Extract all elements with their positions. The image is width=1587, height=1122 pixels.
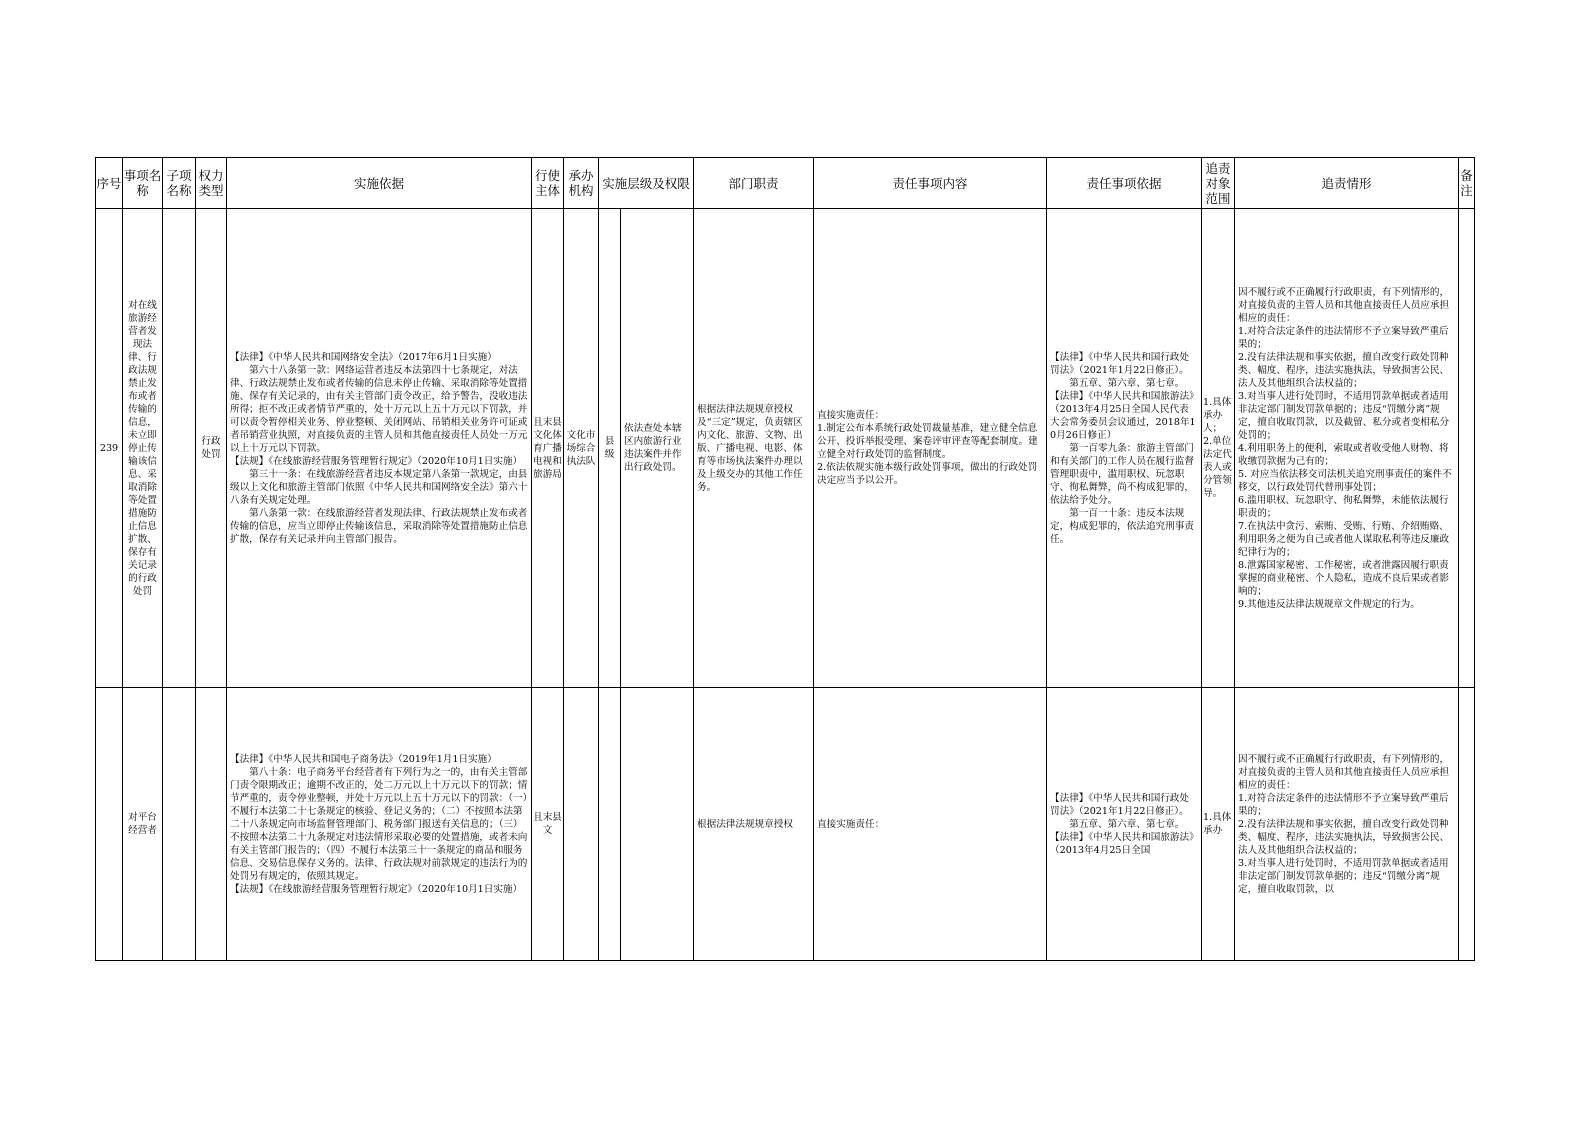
header-item-name: 事项名称 bbox=[123, 158, 163, 209]
header-resp-content: 责任事项内容 bbox=[814, 158, 1047, 209]
cell-authority bbox=[621, 688, 694, 961]
header-agency: 承办机构 bbox=[564, 158, 599, 209]
header-situation: 追责情形 bbox=[1235, 158, 1459, 209]
cell-scope: 1.具体承办 bbox=[1202, 688, 1235, 961]
cell-resp-content: 直接实施责任： 1.制定公布本系统行政处罚裁量基准，建立健全信息公开、投诉举报受理、案卷评审评查等配套制度。建立健全对行政处罚的监督制度。 2.依法依规实施本级行政处罚事项，做出的行政处罚决定应当予以公开。 bbox=[814, 209, 1047, 688]
cell-resp-basis: 【法律】《中华人民共和国行政处罚法》（2021年1月22日修正）。 第五章、第六章、第七章。 【法律】《中华人民共和国旅游法》（2013年4月25日全国人民代表大会常务委员会议通过，2018年10月26日修正） 第一百零九条：旅游主管部门和有关部门的工作人员在履行监督管理职责中，滥用职权、玩忽职守、徇私舞弊，尚不构成犯罪的，依法给予处分。 第一百一十条：违反本法规定，构成犯罪的，依法追究刑事责任。 bbox=[1047, 209, 1202, 688]
cell-scope: 1.具体承办人； 2.单位法定代表人或分管领导。 bbox=[1202, 209, 1235, 688]
cell-level bbox=[599, 688, 621, 961]
cell-note bbox=[1459, 688, 1475, 961]
cell-situation: 因不履行或不正确履行行政职责，有下列情形的，对直接负责的主管人员和其他直接责任人员应承担相应的责任： 1.对符合法定条件的违法情形不予立案导致严重后果的； 2.没有法律法规和事实依据，擅自改变行政处罚种类、幅度、程序，违法实施执法，导致损害公民、法人及其他组织合法权益的； 3.对当事人进行处罚时，不适用罚款单据或者适用非法定部门制发罚款单据的；违反“罚缴分离”规定，擅自收取罚款，以 bbox=[1235, 688, 1459, 961]
cell-basis: 【法律】《中华人民共和国电子商务法》（2019年1月1日实施） 第八十条：电子商务平台经营者有下列行为之一的，由有关主管部门责令限期改正；逾期不改正的，处二万元以上十万元以下的罚款；情节严重的，责令停业整顿，并处十万元以上五十万元以下的罚款：（一）不履行本法第二十七条规定的核验、登记义务的；（二）不按照本法第二十八条规定向市场监督管理部门、税务部门报送有关信息的；（三）不按照本法第二十九条规定对违法情形采取必要的处置措施，或者未向有关主管部门报告的；（四）不履行本法第三十一条规定的商品和服务信息、交易信息保存义务的。法律、行政法规对前款规定的违法行为的处罚另有规定的，依照其规定。 【法规】《在线旅游经营服务管理暂行规定》（2020年10月1日实施） bbox=[227, 688, 532, 961]
cell-duty: 根据法律法规规章授权及“三定”规定，负责辖区内文化、旅游、文物、出版、广播电视、电影、体育等市场执法案件办理以及上级交办的其他工作任务。 bbox=[694, 209, 814, 688]
cell-power-type: 行政处罚 bbox=[196, 209, 227, 688]
cell-subject: 且末县文化体育广播电视和旅游局 bbox=[532, 209, 564, 688]
cell-authority: 依法查处本辖区内旅游行业违法案件并作出行政处罚。 bbox=[621, 209, 694, 688]
header-power-type: 权力类型 bbox=[196, 158, 227, 209]
header-duty: 部门职责 bbox=[694, 158, 814, 209]
header-basis: 实施依据 bbox=[227, 158, 532, 209]
header-note: 备注 bbox=[1459, 158, 1475, 209]
cell-basis: 【法律】《中华人民共和国网络安全法》（2017年6月1日实施） 第六十八条第一款：网络运营者违反本法第四十七条规定，对法律、行政法规禁止发布或者传输的信息未停止传输、采取消除等处置措施、保存有关记录的，由有关主管部门责令改正，给予警告，没收违法所得；拒不改正或者情节严重的，处十万元以上五十万元以下罚款，并可以责令暂停相关业务、停业整顿、关闭网站、吊销相关业务许可证或者吊销营业执照，对直接负责的主管人员和其他直接责任人员处一万元以上十万元以下罚款。 【法规】《在线旅游经营服务管理暂行规定》（2020年10月1日实施） 第三十一条：在线旅游经营者违反本规定第八条第一款规定，由县级以上文化和旅游主管部门依照《中华人民共和国网络安全法》第六十八条有关规定处理。 第八条第一款：在线旅游经营者发现法律、行政法规禁止发布或者传输的信息，应当立即停止传输该信息，采取消除等处置措施防止信息扩散，保存有关记录并向主管部门报告。 bbox=[227, 209, 532, 688]
power-list-table bbox=[95, 157, 1475, 961]
cell-sub-item bbox=[163, 688, 196, 961]
header-scope: 追责对象范围 bbox=[1202, 158, 1235, 209]
cell-seq bbox=[96, 688, 123, 961]
cell-resp-basis: 【法律】《中华人民共和国行政处罚法》（2021年1月22日修正）。 第五章、第六章、第七章。 【法律】《中华人民共和国旅游法》（2013年4月25日全国 bbox=[1047, 688, 1202, 961]
cell-agency: 文化市场综合执法队 bbox=[564, 209, 599, 688]
table-row bbox=[96, 209, 1475, 688]
cell-sub-item bbox=[163, 209, 196, 688]
cell-item-name: 对在线旅游经营者发现法律、行政法规禁止发布或者传输的信息，未立即停止传输该信息、采取消除等处置措施防止信息扩散、保存有关记录的行政处罚 bbox=[123, 209, 163, 688]
cell-resp-content: 直接实施责任： bbox=[814, 688, 1047, 961]
cell-item-name: 对平台经营者 bbox=[123, 688, 163, 961]
cell-seq: 239 bbox=[96, 209, 123, 688]
cell-note bbox=[1459, 209, 1475, 688]
cell-situation: 因不履行或不正确履行行政职责，有下列情形的，对直接负责的主管人员和其他直接责任人员应承担相应的责任： 1.对符合法定条件的违法情形不予立案导致严重后果的； 2.没有法律法规和事实依据，擅自改变行政处罚种类、幅度、程序，违法实施执法，导致损害公民、法人及其他组织合法权益的； 3.对当事人进行处罚时，不适用罚款单据或者适用非法定部门制发罚款单据的；违反“罚缴分离”规定，擅自收取罚款，以及截留、私分或者变相私分处罚的； 4.利用职务上的便利，索取或者收受他人财物、将收缴罚款据为己有的； 5. 对应当依法移交司法机关追究刑事责任的案件不移交，以行政处罚代替刑事处罚； 6.滥用职权、玩忽职守、徇私舞弊，未能依法履行职责的； 7.在执法中贪污、索贿、受贿、行贿、介绍贿赂、利用职务之便为自己或者他人谋取私利等违反廉政纪律行为的； 8.泄露国家秘密、工作秘密，或者泄露因履行职责掌握的商业秘密、个人隐私，造成不良后果或者影响的； 9.其他违反法律法规规章文件规定的行为。 bbox=[1235, 209, 1459, 688]
header-sub-item: 子项名称 bbox=[163, 158, 196, 209]
header-seq: 序号 bbox=[96, 158, 123, 209]
table-row bbox=[96, 688, 1475, 961]
cell-power-type bbox=[196, 688, 227, 961]
header-resp-basis: 责任事项依据 bbox=[1047, 158, 1202, 209]
cell-duty: 根据法律法规规章授权 bbox=[694, 688, 814, 961]
cell-level: 县级 bbox=[599, 209, 621, 688]
cell-agency bbox=[564, 688, 599, 961]
cell-subject: 且末县文 bbox=[532, 688, 564, 961]
header-subject: 行使主体 bbox=[532, 158, 564, 209]
header-level: 实施层级及权限 bbox=[599, 158, 694, 209]
header-row bbox=[96, 158, 1475, 209]
